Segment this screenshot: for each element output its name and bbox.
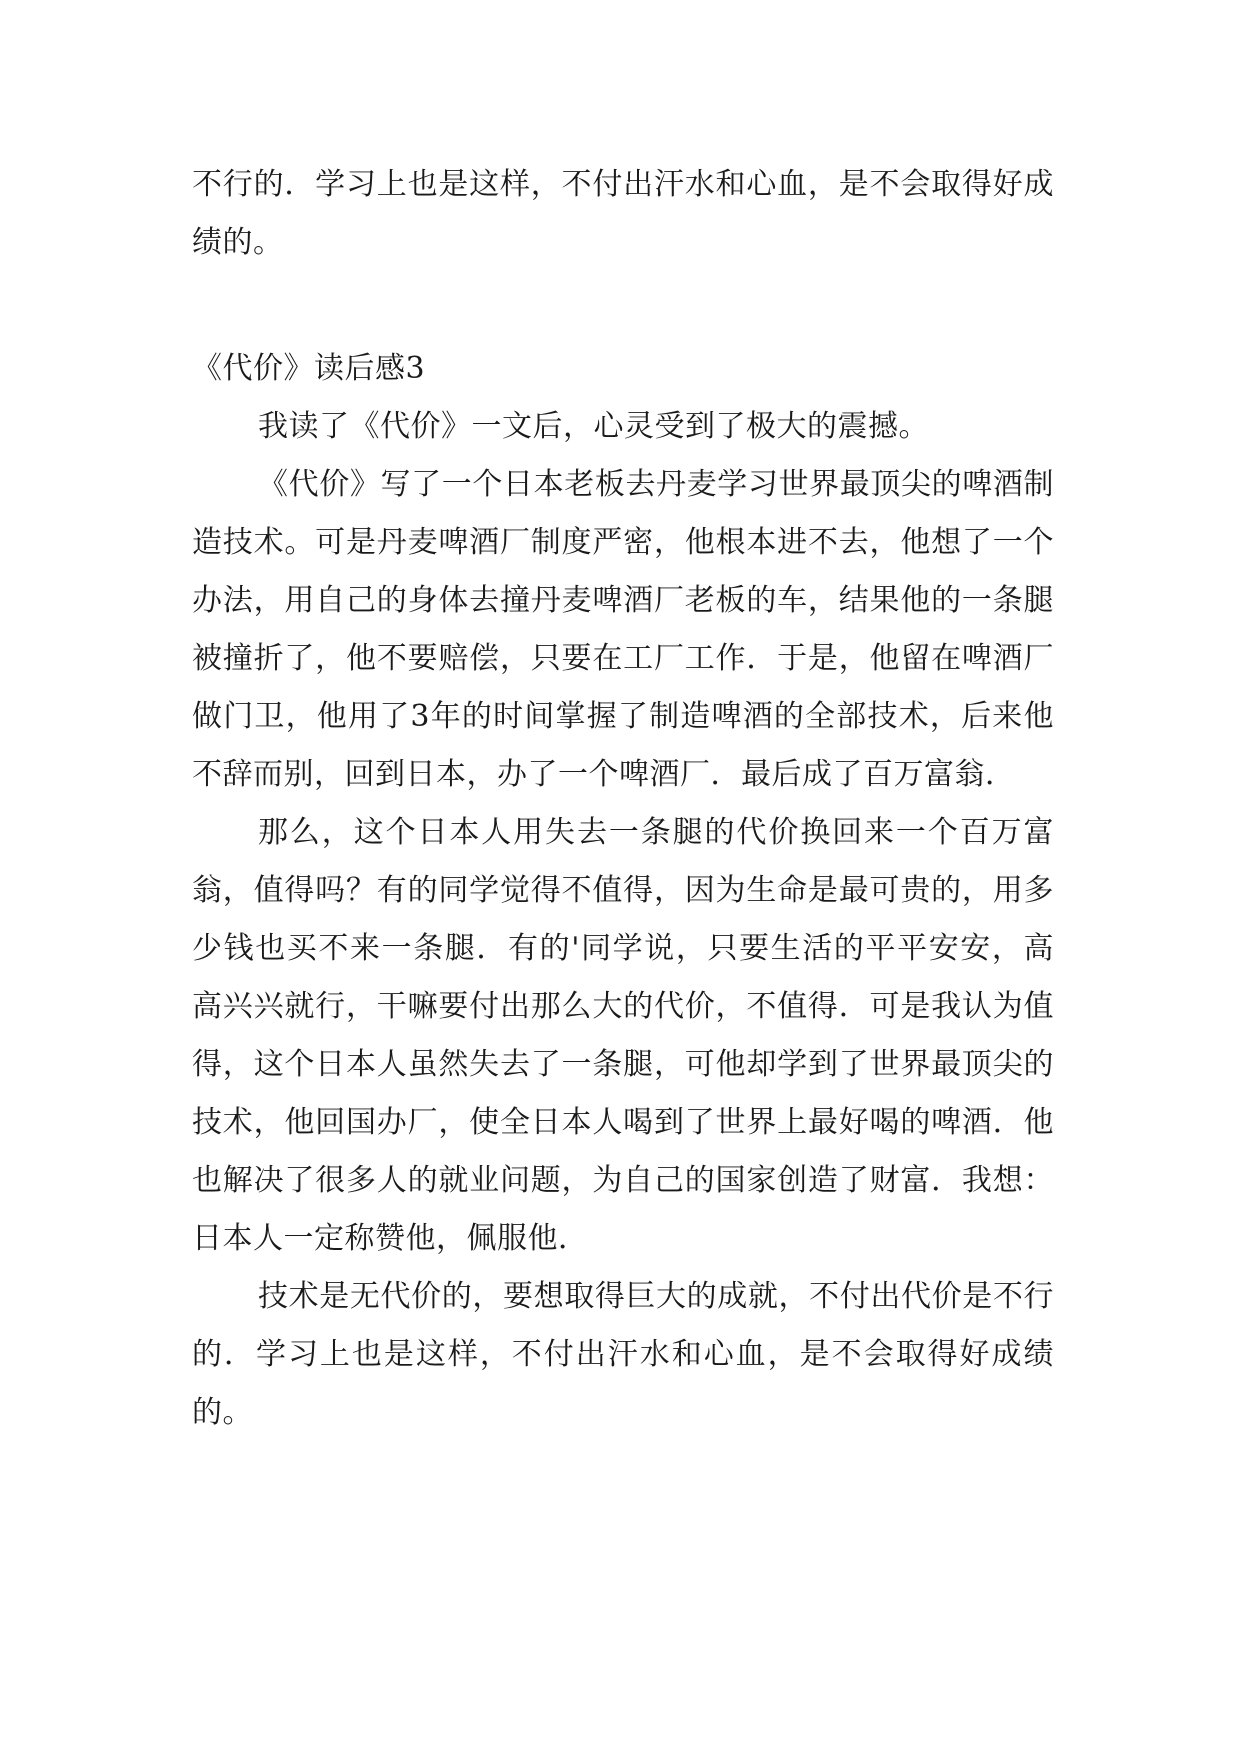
paragraph-intro: 我读了《代价》一文后，心灵受到了极大的震撼。 <box>258 409 929 444</box>
continuation-paragraph: 不行的．学习上也是这样，不付出汗水和心血，是不会取得好成绩的。 <box>192 167 1054 260</box>
continuation-block <box>192 156 1054 272</box>
article-body <box>192 398 1054 1442</box>
paragraph-discussion: 那么，这个日本人用失去一条腿的代价换回来一个百万富翁，值得吗？有的同学觉得不值得，因为生命是最可贵的，用多少钱也买不来一条腿．有的'同学说，只要生活的平平安安，高高兴兴就行，干嘛要付出那么大的代价，不值得．可是我认为值得，这个日本人虽然失去了一条腿，可他却学到了世界最顶尖的技术，他回国办厂，使全日本人喝到了世界上最好喝的啤酒．他也解决了很多人的就业问题，为自己的国家创造了财富．我想：日本人一定称赞他，佩服他． <box>192 815 1054 1256</box>
paragraph-conclusion: 技术是无代价的，要想取得巨大的成就，不付出代价是不行的．学习上也是这样，不付出汗水和心血，是不会取得好成绩的。 <box>192 1279 1054 1430</box>
article-title: 《代价》读后感3 <box>192 351 426 386</box>
paragraph-summary: 《代价》写了一个日本老板去丹麦学习世界最顶尖的啤酒制造技术。可是丹麦啤酒厂制度严密，他根本进不去，他想了一个办法，用自己的身体去撞丹麦啤酒厂老板的车，结果他的一条腿被撞折了，他不要赔偿，只要在工厂工作．于是，他留在啤酒厂做门卫，他用了3年的时间掌握了制造啤酒的全部技术，后来他不辞而别，回到日本，办了一个啤酒厂．最后成了百万富翁． <box>192 467 1054 792</box>
